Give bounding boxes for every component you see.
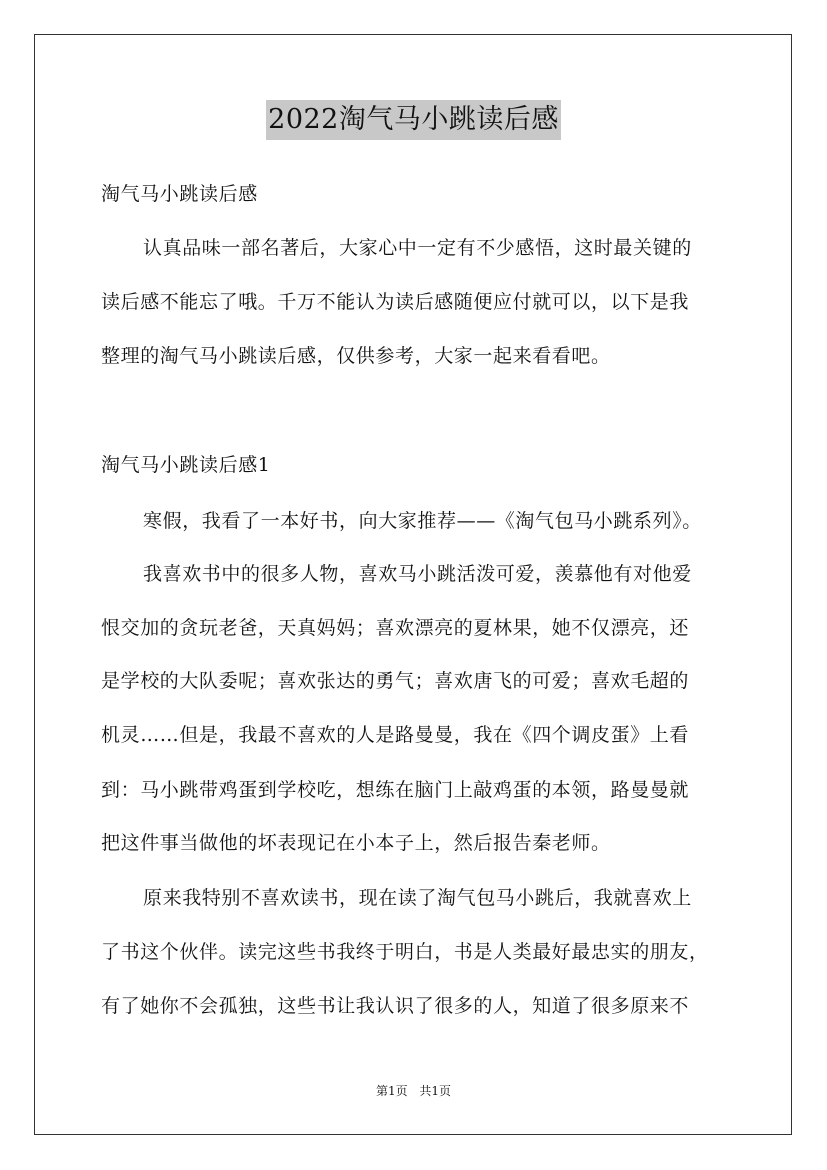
paragraph-line: 了书这个伙伴。读完这些书我终于明白，书是人类最好最忠实的朋友， (101, 941, 709, 963)
section-heading: 淘气马小跳读后感1 (101, 454, 271, 476)
page-total: 共1页 (419, 1084, 452, 1098)
page-number: 第1页 (375, 1084, 408, 1098)
paragraph-line: 到：马小跳带鸡蛋到学校吃，想练在脑门上敲鸡蛋的本领，路曼曼就 (101, 779, 690, 801)
section-heading: 淘气马小跳读后感 (101, 183, 258, 205)
paragraph-line: 把这件事当做他的坏表现记在小本子上，然后报告秦老师。 (101, 832, 611, 854)
paragraph-line: 读后感不能忘了哦。千万不能认为读后感随便应付就可以，以下是我 (101, 291, 690, 313)
title-container (0, 100, 827, 140)
paragraph-line: 恨交加的贪玩老爸，天真妈妈；喜欢漂亮的夏林果，她不仅漂亮，还 (101, 617, 690, 639)
paragraph-line: 有了她你不会孤独，这些书让我认识了很多的人，知道了很多原来不 (101, 995, 690, 1017)
page-footer (0, 1083, 827, 1099)
paragraph-line: 原来我特别不喜欢读书，现在读了淘气包马小跳后，我就喜欢上 (143, 887, 692, 909)
paragraph-line: 我喜欢书中的很多人物，喜欢马小跳活泼可爱，羡慕他有对他爱 (143, 563, 692, 585)
paragraph-line: 机灵……但是，我最不喜欢的人是路曼曼，我在《四个调皮蛋》上看 (101, 724, 690, 746)
paragraph-line: 认真品味一部名著后，大家心中一定有不少感悟，这时最关键的 (143, 237, 692, 259)
document-title: 2022淘气马小跳读后感 (266, 100, 561, 140)
paragraph-line: 是学校的大队委呢；喜欢张达的勇气；喜欢唐飞的可爱；喜欢毛超的 (101, 670, 690, 692)
paragraph-line: 整理的淘气马小跳读后感，仅供参考，大家一起来看看吧。 (101, 345, 611, 367)
paragraph-line: 寒假，我看了一本好书，向大家推荐——《淘气包马小跳系列》。 (143, 510, 702, 532)
